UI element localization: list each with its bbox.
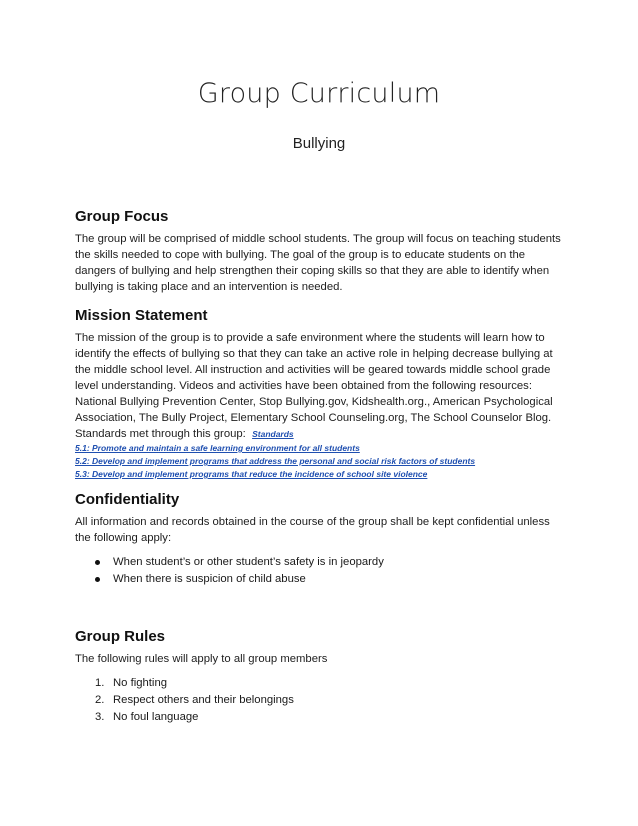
confidentiality-text: All information and records obtained in the course of the group shall be kept confidential unless the following apply: <box>75 516 550 544</box>
mission-text <box>75 330 567 442</box>
group-focus-text: The group will be comprised of middle school students. The group will focus on teaching students the skills needed to cope with bullying. The goal of the group is to educate students on the dangers of bullying and help strengthen their coping skills so that they are able to identify when bullying is taking place and an intervention is needed. <box>75 233 561 293</box>
group-rules-list <box>75 675 567 726</box>
group-focus-heading: Group Focus <box>75 208 169 225</box>
standard-link-5-1[interactable]: 5.1: Promote and maintain a safe learning environment for all students <box>75 443 360 453</box>
list-item <box>95 571 567 588</box>
standards-links <box>75 442 567 481</box>
confidentiality-list <box>75 554 567 588</box>
group-rules-heading: Group Rules <box>75 628 166 645</box>
group-rules-section <box>75 628 567 726</box>
bullet-icon <box>95 560 100 565</box>
list-item-text: When there is suspicion of child abuse <box>113 573 306 585</box>
list-item <box>95 675 567 692</box>
standard-link-5-2[interactable]: 5.2: Develop and implement programs that address the personal and social risk factors of students <box>75 456 476 466</box>
list-item <box>95 692 567 709</box>
confidentiality-section <box>75 491 567 588</box>
list-item-text: When student’s or other student’s safety is in jeopardy <box>113 556 384 568</box>
page-title: Group Curriculum <box>197 78 441 109</box>
standard-link-5-3[interactable]: 5.3: Develop and implement programs that reduce the incidence of school site violence <box>75 469 428 479</box>
group-rules-text: The following rules will apply to all group members <box>75 653 328 665</box>
mission-heading: Mission Statement <box>75 307 208 324</box>
confidentiality-heading: Confidentiality <box>75 491 180 508</box>
list-item <box>95 709 567 726</box>
list-item <box>95 554 567 571</box>
page-subtitle: Bullying <box>292 135 346 152</box>
bullet-icon <box>95 577 100 582</box>
list-item-text: No fighting <box>113 677 168 689</box>
group-focus-section <box>75 208 567 295</box>
list-item-text: No foul language <box>113 711 199 723</box>
list-item-text: Respect others and their belongings <box>113 694 294 706</box>
mission-section <box>75 307 567 481</box>
mission-text-body: The mission of the group is to provide a safe environment where the students will learn how to identify the effects of bullying so that they can take an active role in helping decrease bullying at the middle school level. All instruction and activities will be geared towards middle school grade level understanding. Videos and activities have been obtained from the following resources: National Bullying Prevention Center, Stop Bullying.gov, Kidshealth.org., American Psychological Association, The Bully Project, Elementary School Counseling.org, The School Counselor Blog. Standards met through this group: <box>75 332 553 440</box>
list-item-number: 2. <box>95 694 105 706</box>
list-item-number: 3. <box>95 711 105 723</box>
document-body <box>75 208 567 738</box>
list-item-number: 1. <box>95 677 105 689</box>
standards-link[interactable]: Standards <box>252 429 294 439</box>
